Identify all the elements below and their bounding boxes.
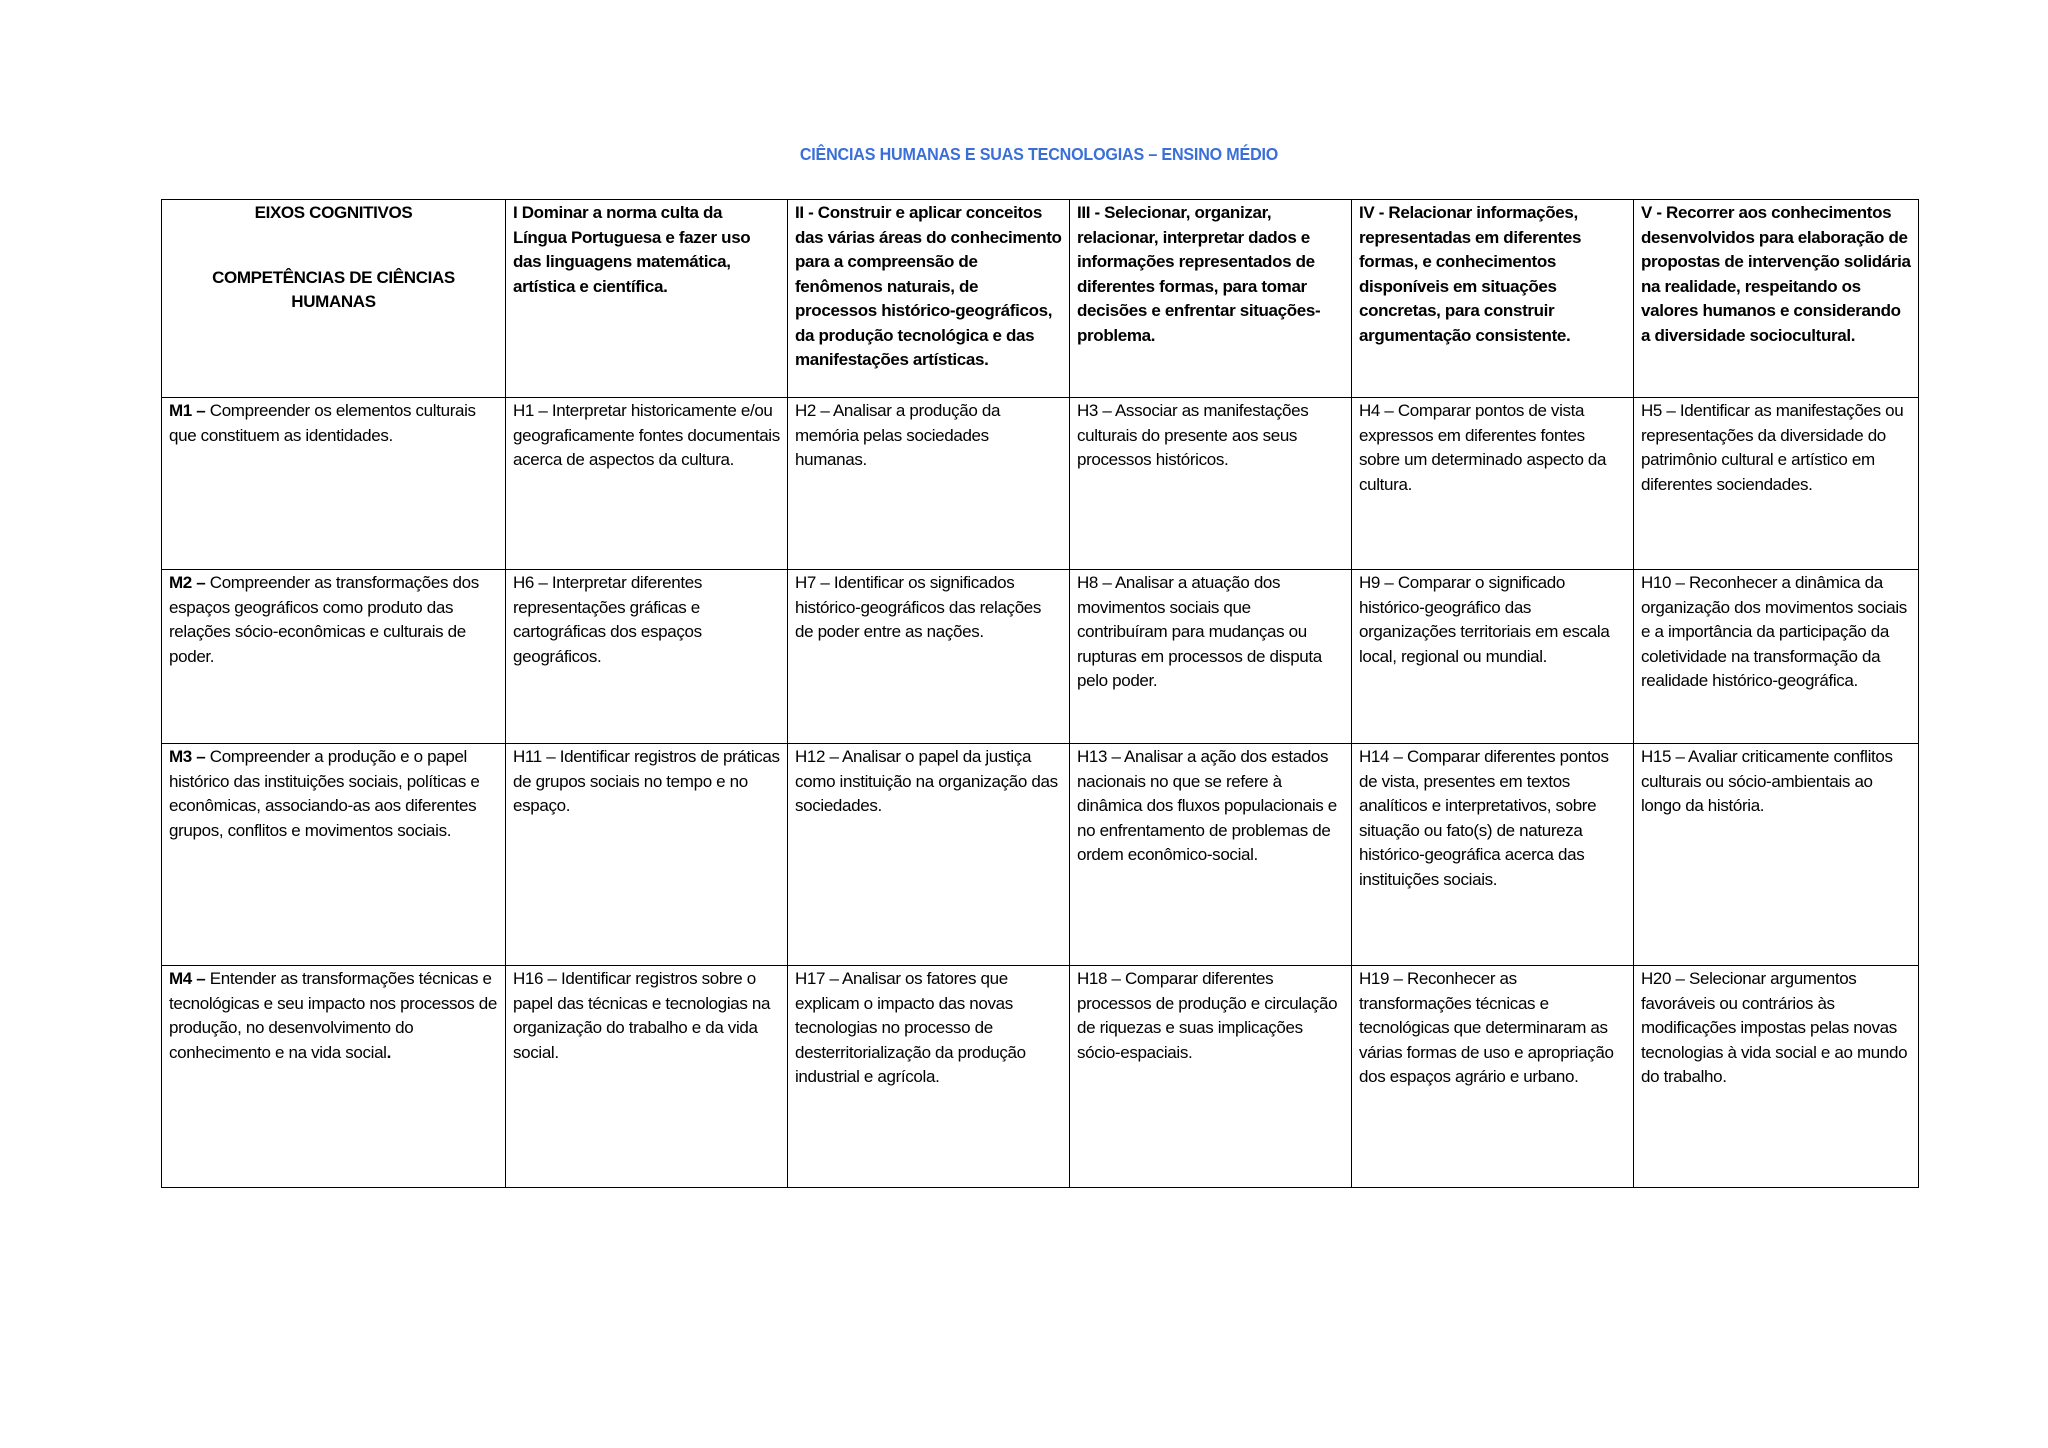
skill-cell-h6: H6 – Interpretar diferentes representações gráficas e cartográficas dos espaços geográficos. bbox=[506, 570, 788, 744]
skill-cell-h17: H17 – Analisar os fatores que explicam o impacto das novas tecnologias no processo de desterritorialização da produção industrial e agrícola. bbox=[788, 966, 1070, 1188]
skill-cell-h5: H5 – Identificar as manifestações ou representações da diversidade do patrimônio cultural e artístico em diferentes sociendades. bbox=[1634, 398, 1919, 570]
axes-label: EIXOS COGNITIVOS bbox=[254, 203, 413, 222]
axes-header-cell bbox=[162, 200, 506, 398]
competence-text: Compreender a produção e o papel histórico das instituições sociais, políticas e econômicas, associando-as aos diferentes grupos, conflitos e movimentos sociais. bbox=[169, 747, 480, 840]
skill-cell-h12: H12 – Analisar o papel da justiça como instituição na organização das sociedades. bbox=[788, 744, 1070, 966]
competence-id: M4 – bbox=[169, 969, 206, 988]
competence-cell-m1 bbox=[162, 398, 506, 570]
skill-cell-h2: H2 – Analisar a produção da memória pelas sociedades humanas. bbox=[788, 398, 1070, 570]
axis-header-I: I Dominar a norma culta da Língua Portuguesa e fazer uso das linguagens matemática, artística e científica. bbox=[506, 200, 788, 398]
axis-header-V: V - Recorrer aos conhecimentos desenvolvidos para elaboração de propostas de intervenção solidária na realidade, respeitando os valores humanos e considerando a diversidade sociocultural. bbox=[1634, 200, 1919, 398]
competence-id: M3 – bbox=[169, 747, 206, 766]
skill-cell-h3: H3 – Associar as manifestações culturais do presente aos seus processos históricos. bbox=[1070, 398, 1352, 570]
skill-cell-h19: H19 – Reconhecer as transformações técnicas e tecnológicas que determinaram as várias formas de uso e apropriação dos espaços agrário e urbano. bbox=[1352, 966, 1634, 1188]
competence-id: M2 – bbox=[169, 573, 206, 592]
competence-cell-m2 bbox=[162, 570, 506, 744]
document-title: CIÊNCIAS HUMANAS E SUAS TECNOLOGIAS – ENSINO MÉDIO bbox=[799, 144, 1279, 164]
skill-cell-h8: H8 – Analisar a atuação dos movimentos sociais que contribuíram para mudanças ou rupturas em processos de disputa pelo poder. bbox=[1070, 570, 1352, 744]
axis-header-II: II - Construir e aplicar conceitos das várias áreas do conhecimento para a compreensão de fenômenos naturais, de processos histórico-geográficos, da produção tecnológica e das manifestações artísticas. bbox=[788, 200, 1070, 398]
skill-cell-h7: H7 – Identificar os significados histórico-geográficos das relações de poder entre as nações. bbox=[788, 570, 1070, 744]
skill-cell-h9: H9 – Comparar o significado histórico-geográfico das organizações territoriais em escala local, regional ou mundial. bbox=[1352, 570, 1634, 744]
header-row bbox=[162, 200, 1919, 398]
competence-text: Compreender as transformações dos espaços geográficos como produto das relações sócio-econômicas e culturais de poder. bbox=[169, 573, 479, 666]
table-row-m2 bbox=[162, 570, 1919, 744]
skill-cell-h15: H15 – Avaliar criticamente conflitos culturais ou sócio-ambientais ao longo da história. bbox=[1634, 744, 1919, 966]
skill-cell-h11: H11 – Identificar registros de práticas de grupos sociais no tempo e no espaço. bbox=[506, 744, 788, 966]
table-row-m3 bbox=[162, 744, 1919, 966]
skill-cell-h4: H4 – Comparar pontos de vista expressos em diferentes fontes sobre um determinado aspecto da cultura. bbox=[1352, 398, 1634, 570]
table-row-m4 bbox=[162, 966, 1919, 1188]
skill-cell-h20: H20 – Selecionar argumentos favoráveis ou contrários às modificações impostas pelas novas tecnologias à vida social e ao mundo do trabalho. bbox=[1634, 966, 1919, 1188]
competence-text: Entender as transformações técnicas e tecnológicas e seu impacto nos processos de produção, no desenvolvimento do conhecimento e na vida social bbox=[169, 969, 497, 1062]
competence-text: Compreender os elementos culturais que constituem as identidades. bbox=[169, 401, 476, 445]
skill-cell-h1: H1 – Interpretar historicamente e/ou geograficamente fontes documentais acerca de aspectos da cultura. bbox=[506, 398, 788, 570]
skill-cell-h16: H16 – Identificar registros sobre o papel das técnicas e tecnologias na organização do trabalho e da vida social. bbox=[506, 966, 788, 1188]
competence-cell-m3 bbox=[162, 744, 506, 966]
table-row-m1 bbox=[162, 398, 1919, 570]
competence-matrix-table bbox=[161, 199, 1919, 1188]
competences-label: COMPETÊNCIAS DE CIÊNCIAS HUMANAS bbox=[212, 267, 455, 311]
axis-header-IV: IV - Relacionar informações, representadas em diferentes formas, e conhecimentos disponíveis em situações concretas, para construir argumentação consistente. bbox=[1352, 200, 1634, 398]
competence-id: M1 – bbox=[169, 401, 206, 420]
skill-cell-h18: H18 – Comparar diferentes processos de produção e circulação de riquezas e suas implicações sócio-espaciais. bbox=[1070, 966, 1352, 1188]
axis-header-III: III - Selecionar, organizar, relacionar, interpretar dados e informações representados de diferentes formas, para tomar decisões e enfrentar situações-problema. bbox=[1070, 200, 1352, 398]
competence-suffix: . bbox=[386, 1042, 391, 1062]
competence-cell-m4 bbox=[162, 966, 506, 1188]
skill-cell-h14: H14 – Comparar diferentes pontos de vista, presentes em textos analíticos e interpretativos, sobre situação ou fato(s) de natureza histórico-geográfica acerca das instituições sociais. bbox=[1352, 744, 1634, 966]
skill-cell-h10: H10 – Reconhecer a dinâmica da organização dos movimentos sociais e a importância da participação da coletividade na transformação da realidade histórico-geográfica. bbox=[1634, 570, 1919, 744]
skill-cell-h13: H13 – Analisar a ação dos estados nacionais no que se refere à dinâmica dos fluxos populacionais e no enfrentamento de problemas de ordem econômico-social. bbox=[1070, 744, 1352, 966]
